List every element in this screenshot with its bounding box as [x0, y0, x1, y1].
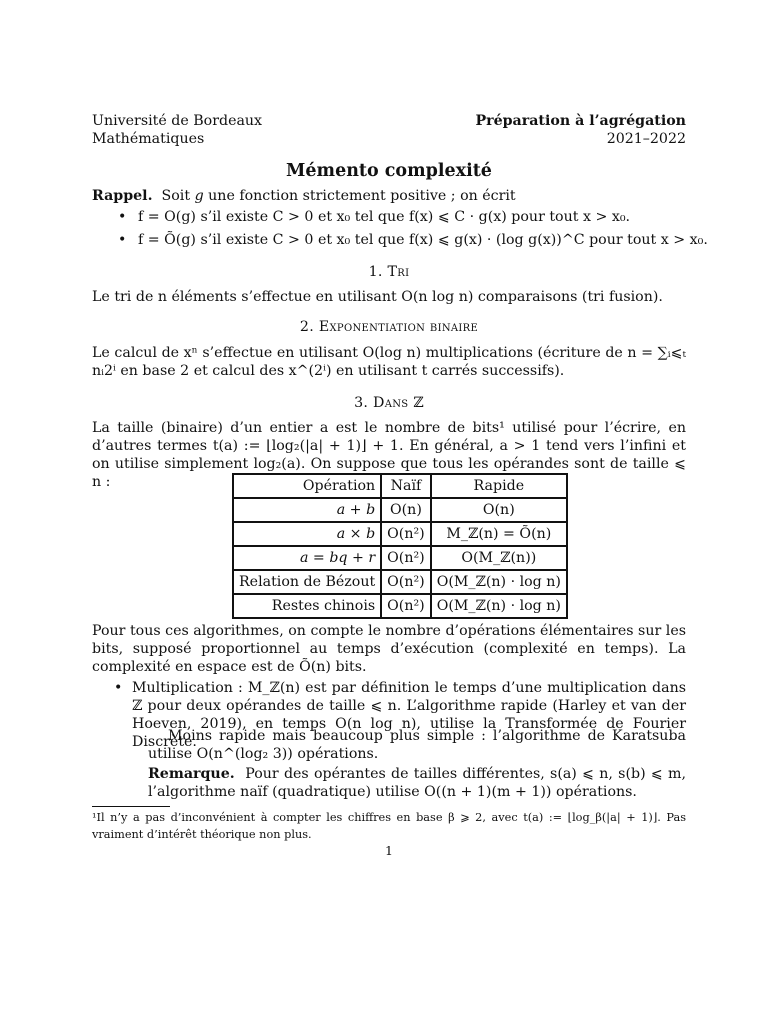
- table-cell: O(M_ℤ(n) · log n): [431, 594, 567, 618]
- table-cell: O(n²): [381, 522, 431, 546]
- table-row: [233, 498, 567, 522]
- table-cell: O(n): [431, 498, 567, 522]
- section-heading-z: 3. Dans ℤ: [354, 395, 424, 411]
- academic-year: 2021–2022: [606, 131, 686, 147]
- page-title: Mémento complexité: [286, 161, 492, 181]
- page-header: [92, 112, 686, 148]
- table-cell: Relation de Bézout: [233, 570, 381, 594]
- exponentiation-paragraph: Le calcul de xⁿ s’effectue en utilisant O(log n) multiplications (écriture de n = ∑ᵢ⩽ₜ nᵢ2ⁱ en base 2 et calcul des x^(2ⁱ) en utilisant t carrés successifs).: [92, 345, 686, 379]
- table-row: [233, 570, 567, 594]
- rappel-var: g: [194, 188, 204, 204]
- table-header-cell: Naïf: [381, 474, 431, 498]
- table-cell: O(n²): [381, 570, 431, 594]
- table-header-cell: Rapide: [431, 474, 567, 498]
- table-header-cell: Opération: [233, 474, 381, 498]
- remark-text: Pour des opérantes de tailles différentes, s(a) ⩽ n, s(b) ⩽ m, l’algorithme naïf (quadratique) utilise O((n + 1)(m + 1)) opérations.: [148, 766, 686, 800]
- rappel-text-start: Soit: [161, 188, 195, 204]
- table-row: [233, 594, 567, 618]
- multiplication-text: Multiplication : M_ℤ(n) est par définition le temps d’une multiplication dans ℤ pour deux opérandes de taille ⩽ n. L’algorithme rapide (Harley et van der Hoeven, 2019), en temps O(n log n), utilise la Transformée de Fourier Discrète.: [132, 680, 686, 750]
- page-number: 1: [385, 843, 393, 858]
- table-cell: a = bq + r: [233, 546, 381, 570]
- table-cell: M_ℤ(n) = Õ(n): [431, 522, 567, 546]
- section-heading-exponentiation: 2. Exponentiation binaire: [299, 319, 479, 335]
- table-row: [233, 546, 567, 570]
- karatsuba-paragraph: Moins rapide mais beaucoup plus simple : l’algorithme de Karatsuba utilise O(n^(log₂ 3)) opérations.: [148, 728, 686, 762]
- department-name: Mathématiques: [92, 131, 205, 147]
- size-paragraph: La taille (binaire) d’un entier a est le nombre de bits¹ utilisé pour l’écrire, en d’autres termes t(a) := ⌊log₂(|a| + 1)⌋ + 1. En général, a > 1 tend vers l’infini et on utilise simplement log₂(a). On suppose que tous les opérandes sont de taille ⩽ n :: [92, 420, 686, 490]
- footnote: ¹Il n’y a pas d’inconvénient à compter les chiffres en base β ⩾ 2, avec t(a) := ⌊log_β(|a| + 1)⌋. Pas vraiment d’intérêt théorique non plus.: [92, 811, 686, 841]
- rappel-bullet-1-text: f = O(g) s’il existe C > 0 et x₀ tel que f(x) ⩽ C · g(x) pour tout x > x₀.: [138, 209, 631, 225]
- university-name: Université de Bordeaux: [92, 113, 263, 129]
- tri-paragraph: Le tri de n éléments s’effectue en utilisant O(n log n) comparaisons (tri fusion).: [92, 289, 663, 305]
- rappel-label: Rappel.: [92, 188, 153, 204]
- footnote-rule: [92, 806, 170, 807]
- complexity-table: [232, 473, 568, 619]
- table-cell: O(n²): [381, 546, 431, 570]
- table-cell: a + b: [233, 498, 381, 522]
- rappel-bullet-soft-o: • f = Õ(g) s’il existe C > 0 et x₀ tel que f(x) ⩽ g(x) · (log g(x))^C pour tout x > x₀.: [118, 232, 708, 248]
- rappel-intro: [92, 187, 686, 205]
- table-cell: O(n): [381, 498, 431, 522]
- table-row: [233, 522, 567, 546]
- rappel-text-end: une fonction strictement positive ; on écrit: [203, 188, 516, 204]
- table-cell: O(n²): [381, 594, 431, 618]
- remark-label: Remarque.: [148, 766, 235, 782]
- rappel-bullet-big-o: • f = O(g) s’il existe C > 0 et x₀ tel que f(x) ⩽ C · g(x) pour tout x > x₀.: [118, 209, 631, 225]
- table-cell: Restes chinois: [233, 594, 381, 618]
- bullet-dot: •: [114, 680, 123, 696]
- rappel-bullet-2-text: f = Õ(g) s’il existe C > 0 et x₀ tel que f(x) ⩽ g(x) · (log g(x))^C pour tout x > x₀.: [138, 232, 708, 248]
- algorithms-paragraph: Pour tous ces algorithmes, on compte le nombre d’opérations élémentaires sur les bits, supposé proportionnel au temps d’exécution (complexité en temps). La complexité en espace est de Õ(n) bits.: [92, 623, 686, 675]
- section-heading-tri: 1. Tri: [368, 264, 410, 280]
- table-header-row: [233, 474, 567, 498]
- table-cell: a × b: [233, 522, 381, 546]
- table-cell: O(M_ℤ(n)): [431, 546, 567, 570]
- remark-paragraph: [148, 765, 686, 801]
- course-name: Préparation à l’agrégation: [475, 113, 686, 129]
- table-cell: O(M_ℤ(n) · log n): [431, 570, 567, 594]
